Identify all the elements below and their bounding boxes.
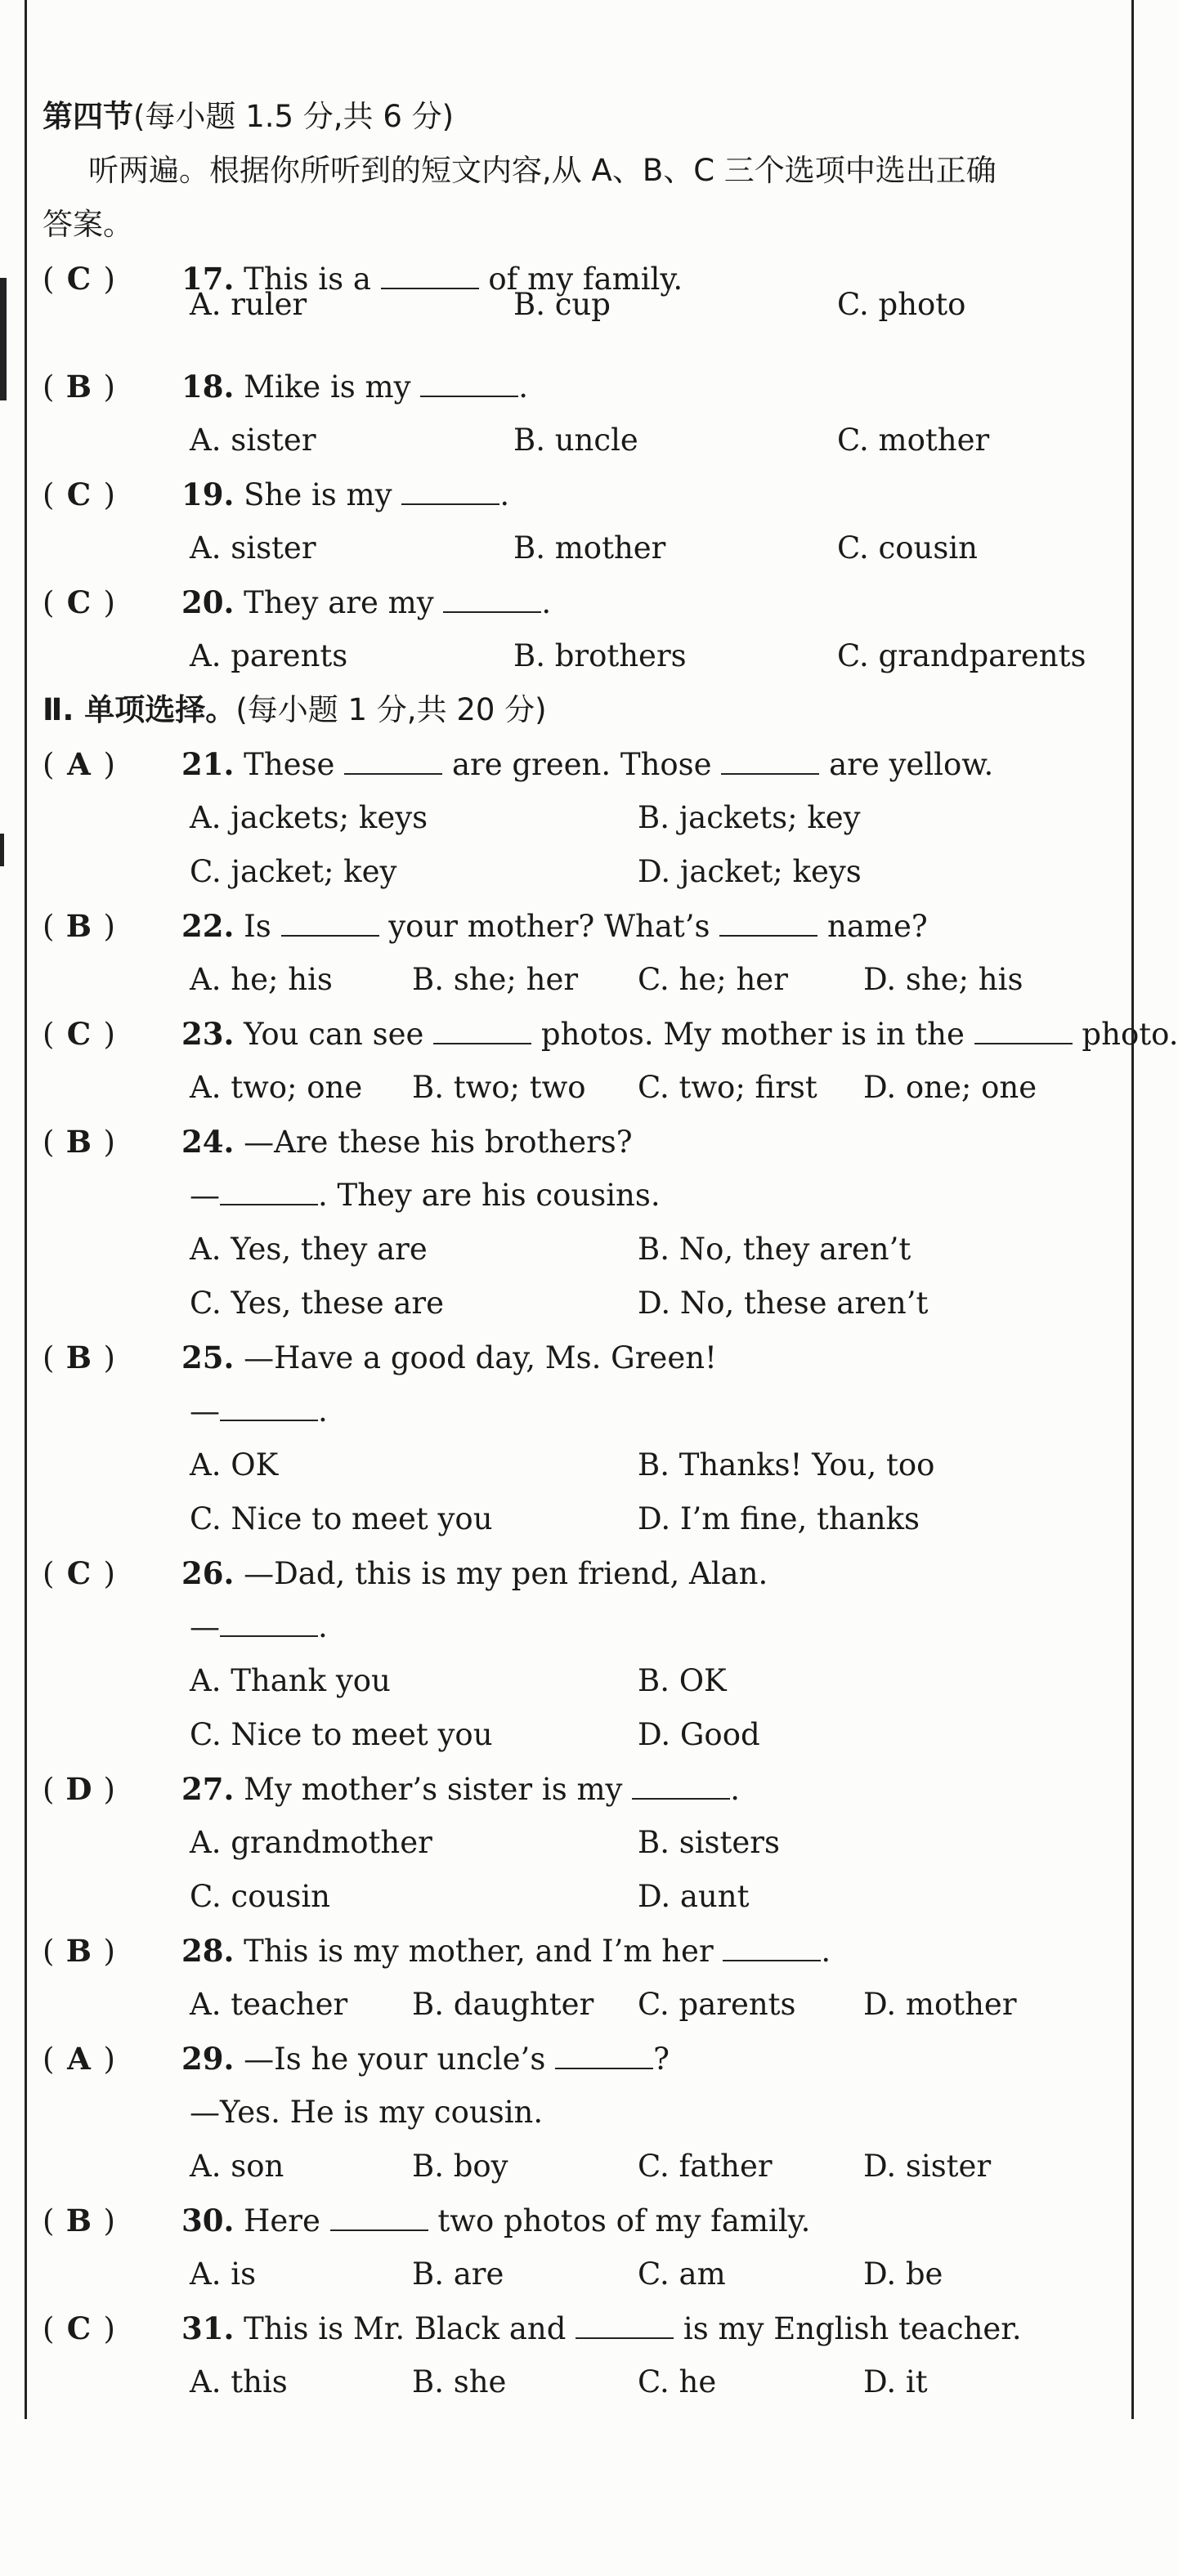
option-b[interactable]: B. No, they aren’t	[638, 1232, 911, 1267]
question-row	[43, 1330, 717, 1384]
paren-close: )	[103, 2203, 115, 2238]
paren-close: )	[103, 1017, 115, 1052]
option-c[interactable]: C. cousin	[190, 1879, 330, 1914]
question-text: .	[821, 1934, 831, 1969]
question-number: 26.	[181, 1555, 235, 1591]
option-a[interactable]: A. is	[190, 2256, 257, 2292]
option-c[interactable]: C. Nice to meet you	[190, 1717, 493, 1752]
question-row	[43, 2301, 1022, 2355]
option-d[interactable]: D. mother	[863, 1987, 1017, 2022]
question-text: —	[190, 1609, 220, 1644]
answer-blank[interactable]	[576, 2311, 674, 2339]
paren-open: (	[43, 1772, 55, 1807]
options-row	[0, 1708, 1128, 1762]
option-b[interactable]: B. OK	[638, 1663, 727, 1698]
question-number: 19.	[181, 476, 235, 512]
option-c[interactable]: C. grandparents	[837, 638, 1086, 673]
question-number: 21.	[181, 746, 235, 782]
question-text: This is Mr. Black and	[244, 2311, 576, 2346]
question-number: 22.	[181, 908, 235, 944]
option-d[interactable]: D. No, these aren’t	[638, 1286, 929, 1321]
answer-blank[interactable]	[443, 585, 541, 613]
answer-letter: B	[65, 1933, 92, 1969]
option-a[interactable]: A. he; his	[190, 962, 333, 997]
option-a[interactable]: A. Thank you	[190, 1663, 391, 1698]
question-number: 23.	[181, 1016, 235, 1052]
paren-close: )	[103, 1772, 115, 1807]
question-line	[190, 2086, 543, 2140]
option-b[interactable]: B. uncle	[513, 423, 638, 458]
answer-blank[interactable]	[433, 1017, 531, 1044]
answer-slot[interactable]	[43, 467, 181, 522]
answer-slot[interactable]	[43, 360, 181, 414]
paren-close: )	[103, 2311, 115, 2346]
question-text: —Is he your uncle’s	[244, 2042, 556, 2077]
question-row	[43, 1007, 1178, 1061]
option-a[interactable]: A. Yes, they are	[190, 1232, 428, 1267]
option-b[interactable]: B. are	[412, 2256, 504, 2292]
option-d[interactable]: D. aunt	[638, 1879, 750, 1914]
answer-letter: C	[66, 1555, 92, 1591]
right-margin-rule	[1131, 0, 1134, 2419]
options-row	[0, 1438, 1128, 1492]
section-instruction: 听两遍。根据你所听到的短文内容,从 A、B、C 三个选项中选出正确	[88, 153, 997, 188]
option-d[interactable]: D. one; one	[863, 1070, 1037, 1105]
question-text: are yellow.	[819, 747, 994, 782]
answer-blank[interactable]	[974, 1017, 1073, 1044]
answer-slot[interactable]	[43, 1762, 181, 1817]
options-row	[0, 414, 1128, 467]
section-title: 第四节	[43, 99, 133, 134]
question-text: Is	[244, 909, 281, 944]
option-a[interactable]: A. son	[190, 2149, 284, 2184]
paren-open: (	[43, 747, 55, 782]
option-a[interactable]: A. this	[190, 2364, 288, 2399]
option-b[interactable]: B. she; her	[412, 962, 579, 997]
question-row	[43, 1762, 740, 1816]
section-score: (每小题 1.5 分,共 6 分)	[133, 99, 455, 134]
options-row	[0, 1223, 1128, 1277]
section-instruction: 答案。	[43, 207, 133, 242]
options-row	[0, 1978, 1128, 2032]
answer-slot[interactable]	[43, 737, 181, 792]
options-row	[0, 845, 1128, 899]
question-text: your mother? What’s	[378, 909, 720, 944]
question-number: 24.	[181, 1124, 235, 1160]
question-text: —Are these his brothers?	[244, 1125, 633, 1160]
paren-close: )	[103, 1934, 115, 1969]
question-row	[43, 1546, 768, 1600]
options-row	[0, 791, 1128, 845]
option-b[interactable]: B. sisters	[638, 1825, 780, 1860]
question-text: photos. My mother is in the	[531, 1017, 974, 1052]
option-c[interactable]: C. cousin	[837, 530, 978, 566]
paren-close: )	[103, 477, 115, 512]
options-row	[0, 1061, 1128, 1115]
option-d[interactable]: D. Good	[638, 1717, 760, 1752]
question-line	[190, 1169, 661, 1223]
option-c[interactable]: C. father	[638, 2149, 773, 2184]
option-a[interactable]: A. sister	[190, 530, 316, 566]
paren-close: )	[103, 262, 115, 297]
question-text: .	[730, 1772, 740, 1807]
answer-slot[interactable]	[43, 2032, 181, 2086]
section2-heading	[43, 683, 547, 737]
answer-letter: B	[65, 2203, 92, 2238]
option-a[interactable]: A. jackets; keys	[190, 800, 428, 835]
option-c[interactable]: C. parents	[638, 1987, 796, 2022]
question-text: You can see	[244, 1017, 434, 1052]
option-a[interactable]: A. ruler	[190, 287, 307, 322]
question-row	[43, 1115, 633, 1169]
question-text: Here	[244, 2203, 330, 2238]
answer-letter: C	[66, 584, 92, 620]
question-number: 29.	[181, 2041, 235, 2077]
question-text: —Yes. He is my cousin.	[190, 2095, 544, 2130]
answer-slot[interactable]	[43, 1924, 181, 1979]
paren-open: (	[43, 585, 55, 620]
option-c[interactable]: C. Yes, these are	[190, 1286, 445, 1321]
paren-close: )	[103, 1556, 115, 1591]
answer-letter: C	[66, 2310, 92, 2346]
paren-close: )	[103, 1125, 115, 1160]
paren-open: (	[43, 2203, 55, 2238]
question-text: are green. Those	[442, 747, 722, 782]
option-c[interactable]: C. he; her	[638, 962, 788, 997]
option-b[interactable]: B. two; two	[412, 1070, 586, 1105]
answer-blank[interactable]	[723, 1934, 821, 1961]
paren-open: (	[43, 2311, 55, 2346]
question-number: 25.	[181, 1339, 235, 1375]
question-row	[43, 575, 551, 629]
options-row	[0, 1277, 1128, 1330]
question-row	[43, 360, 528, 414]
question-row	[43, 2194, 810, 2247]
question-number: 17.	[181, 261, 235, 297]
question-text: .	[499, 477, 510, 512]
question-text: —Dad, this is my pen friend, Alan.	[244, 1556, 768, 1591]
option-b[interactable]: B. brothers	[513, 638, 687, 673]
question-text: . They are his cousins.	[318, 1178, 661, 1213]
options-row	[0, 629, 1128, 683]
answer-slot[interactable]	[43, 1007, 181, 1062]
answer-letter: D	[65, 1771, 92, 1807]
answer-slot[interactable]	[43, 2301, 181, 2356]
question-text: They are my	[244, 585, 444, 620]
answer-blank[interactable]	[721, 747, 819, 775]
option-c[interactable]: C. mother	[837, 423, 990, 458]
answer-letter: B	[65, 1124, 92, 1160]
option-a[interactable]: A. two; one	[190, 1070, 363, 1105]
question-text: She is my	[244, 477, 402, 512]
question-number: 31.	[181, 2310, 235, 2346]
question-text: —	[190, 1393, 220, 1429]
option-a[interactable]: A. grandmother	[190, 1825, 432, 1860]
option-d[interactable]: D. sister	[863, 2149, 992, 2184]
answer-blank[interactable]	[632, 1772, 730, 1800]
options-row	[0, 1492, 1128, 1546]
options-row	[0, 2247, 1128, 2301]
question-text: My mother’s sister is my	[244, 1772, 633, 1807]
section4-heading	[43, 90, 454, 144]
question-number: 20.	[181, 584, 235, 620]
question-text: name?	[817, 909, 928, 944]
question-number: 27.	[181, 1771, 235, 1807]
answer-blank[interactable]	[281, 909, 379, 937]
options-row	[0, 2140, 1128, 2194]
paren-open: (	[43, 1934, 55, 1969]
answer-blank[interactable]	[220, 1178, 318, 1205]
paren-open: (	[43, 1556, 55, 1591]
answer-blank[interactable]	[330, 2203, 428, 2231]
section-title: Ⅱ. 单项选择。	[43, 692, 236, 727]
option-b[interactable]: B. she	[412, 2364, 507, 2399]
answer-blank[interactable]	[220, 1393, 318, 1421]
option-a[interactable]: A. sister	[190, 423, 316, 458]
question-text: .	[541, 585, 552, 620]
option-b[interactable]: B. daughter	[412, 1987, 594, 2022]
question-row	[43, 2032, 670, 2086]
option-b[interactable]: B. Thanks! You, too	[638, 1447, 935, 1483]
question-text: .	[318, 1393, 328, 1429]
question-number: 28.	[181, 1933, 235, 1969]
question-text: ?	[653, 2042, 670, 2077]
question-text: This is a	[244, 262, 381, 297]
section-score: (每小题 1 分,共 20 分)	[235, 692, 547, 727]
options-row	[0, 2355, 1128, 2409]
options-row	[0, 1816, 1128, 1870]
paren-close: )	[103, 747, 115, 782]
option-c[interactable]: C. he	[638, 2364, 717, 2399]
question-text: .	[318, 1609, 328, 1644]
question-text: Mike is my	[244, 369, 421, 405]
option-c[interactable]: C. photo	[837, 287, 966, 322]
question-number: 18.	[181, 369, 235, 405]
answer-slot[interactable]	[43, 1115, 181, 1169]
answer-letter: C	[66, 261, 92, 297]
option-d[interactable]: D. she; his	[863, 962, 1023, 997]
question-number: 30.	[181, 2203, 235, 2238]
answer-letter: A	[67, 2041, 91, 2077]
answer-slot[interactable]	[43, 575, 181, 630]
question-row	[43, 1924, 831, 1978]
option-c[interactable]: C. two; first	[638, 1070, 817, 1105]
paren-open: (	[43, 2042, 55, 2077]
question-row	[43, 737, 993, 791]
option-b[interactable]: B. boy	[412, 2149, 508, 2184]
answer-slot[interactable]	[43, 1330, 181, 1385]
option-b[interactable]: B. mother	[513, 530, 666, 566]
paren-close: )	[103, 369, 115, 405]
question-text: —	[190, 1178, 220, 1213]
question-row	[43, 899, 928, 953]
options-row	[0, 278, 1128, 332]
question-row	[43, 467, 509, 521]
answer-letter: A	[67, 746, 91, 782]
answer-blank[interactable]	[344, 747, 442, 775]
paren-open: (	[43, 262, 55, 297]
option-a[interactable]: A. parents	[190, 638, 348, 673]
question-text: of my family.	[478, 262, 683, 297]
answer-blank[interactable]	[220, 1609, 318, 1637]
paren-open: (	[43, 369, 55, 405]
question-line	[190, 1384, 328, 1438]
answer-slot[interactable]	[43, 899, 181, 954]
option-c[interactable]: C. jacket; key	[190, 854, 397, 889]
question-text: is my English teacher.	[674, 2311, 1022, 2346]
answer-slot[interactable]	[43, 1546, 181, 1601]
option-a[interactable]: A. OK	[190, 1447, 279, 1483]
question-text: —Have a good day, Ms. Green!	[244, 1340, 717, 1375]
question-text: two photos of my family.	[428, 2203, 811, 2238]
question-text: This is my mother, and I’m her	[244, 1934, 723, 1969]
answer-blank[interactable]	[555, 2042, 653, 2069]
answer-letter: C	[66, 1016, 92, 1052]
options-row	[0, 1654, 1128, 1708]
option-b[interactable]: B. cup	[513, 287, 611, 322]
paren-open: (	[43, 477, 55, 512]
answer-letter: C	[66, 476, 92, 512]
answer-blank[interactable]	[719, 909, 817, 937]
paren-close: )	[103, 1340, 115, 1375]
option-d[interactable]: D. it	[863, 2364, 928, 2399]
paren-open: (	[43, 1340, 55, 1375]
paren-close: )	[103, 909, 115, 944]
option-c[interactable]: C. Nice to meet you	[190, 1501, 493, 1536]
option-d[interactable]: D. I’m fine, thanks	[638, 1501, 920, 1536]
option-d[interactable]: D. jacket; keys	[638, 854, 862, 889]
answer-blank[interactable]	[420, 369, 518, 397]
option-b[interactable]: B. jackets; key	[638, 800, 861, 835]
options-row	[0, 521, 1128, 575]
option-a[interactable]: A. teacher	[190, 1987, 348, 2022]
paren-close: )	[103, 585, 115, 620]
answer-slot[interactable]	[43, 2194, 181, 2248]
paren-open: (	[43, 1125, 55, 1160]
paren-open: (	[43, 909, 55, 944]
question-text: .	[518, 369, 529, 405]
option-d[interactable]: D. be	[863, 2256, 943, 2292]
answer-letter: B	[65, 908, 92, 944]
paren-open: (	[43, 1017, 55, 1052]
option-c[interactable]: C. am	[638, 2256, 726, 2292]
options-row	[0, 1870, 1128, 1924]
options-row	[0, 953, 1128, 1007]
question-text: These	[244, 747, 345, 782]
question-text: photo.	[1072, 1017, 1178, 1052]
question-line	[190, 1600, 328, 1654]
answer-blank[interactable]	[401, 477, 499, 505]
answer-letter: B	[65, 1339, 92, 1375]
answer-letter: B	[65, 369, 92, 405]
paren-close: )	[103, 2042, 115, 2077]
